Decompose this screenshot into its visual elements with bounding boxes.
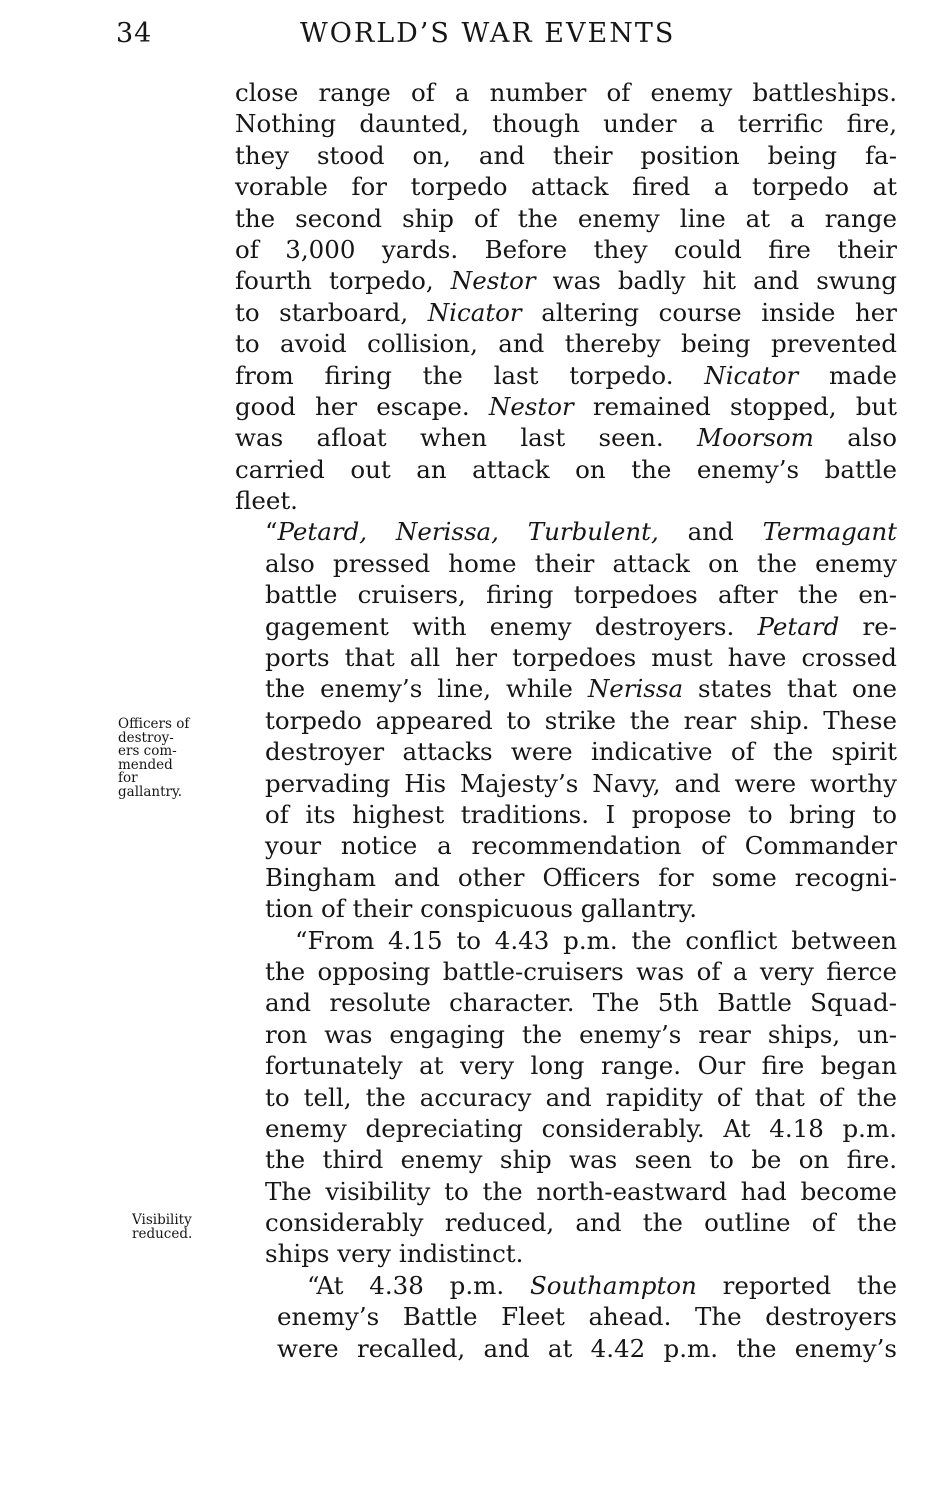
text-line: to avoid collision, and thereby being prevented [235, 329, 897, 359]
text-line: torpedo appeared to strike the rear ship. These [265, 705, 897, 735]
margin-note-line: ers com- [118, 743, 177, 759]
text-line: your notice a recommendation of Commander [265, 831, 897, 861]
text-line: was afloat when last seen. Moorsom also [235, 423, 897, 453]
text-line: Nothing daunted, though under a terrific fire, [235, 109, 897, 139]
margin-note-line: Officers of [118, 716, 190, 732]
text-line: close range of a number of enemy battleships. [235, 78, 897, 107]
text-line: also pressed home their attack on the enemy [265, 548, 897, 578]
text-line: pervading His Majesty’s Navy, and were worthy [265, 768, 897, 798]
text-line: to starboard, Nicator altering course inside her [235, 297, 897, 327]
text-line: ships very indistinct. [265, 1239, 524, 1269]
margin-note-line: mended [118, 756, 173, 773]
running-head: WORLD’S WAR EVENTS [300, 18, 676, 49]
text-line: ron was engaging the enemy’s rear ships, un- [265, 1019, 897, 1049]
margin-note-visibility [132, 1214, 192, 1241]
text-line: battle cruisers, firing torpedoes after the en- [265, 580, 897, 610]
margin-note-line: gallantry. [118, 783, 183, 800]
text-line: good her escape. Nestor remained stopped, but [235, 391, 898, 421]
text-line: destroyer attacks were indicative of the spirit [265, 737, 897, 767]
text-line: from firing the last torpedo. Nicator made [235, 360, 897, 390]
text-line: carried out an attack on the enemy’s battle [235, 454, 897, 484]
text-line: of 3,000 yards. Before they could fire their [235, 234, 897, 264]
body-text [235, 77, 897, 1364]
text-line: “At 4.38 p.m. Southampton reported the [307, 1270, 897, 1300]
margin-note-line: for [118, 770, 138, 786]
text-line: tion of their conspicuous gallantry. [265, 894, 698, 924]
text-line: fourth torpedo, Nestor was badly hit and swung [235, 266, 897, 296]
margin-note-line: Visibility [132, 1212, 192, 1228]
text-line: The visibility to the north-eastward had become [265, 1176, 897, 1206]
text-line: gagement with enemy destroyers. Petard re- [265, 611, 897, 641]
text-line: to tell, the accuracy and rapidity of that of the [265, 1082, 897, 1112]
text-line: Bingham and other Officers for some recogni- [265, 862, 897, 892]
text-line: “Petard, Nerissa, Turbulent, and Termagant [265, 517, 897, 547]
margin-note-line: reduced. [132, 1225, 193, 1242]
text-line: they stood on, and their position being fa- [235, 140, 897, 170]
text-line: fortunately at very long range. Our fire began [265, 1051, 897, 1081]
page-number: 34 [116, 18, 153, 49]
text-line: the opposing battle-cruisers was of a very fierce [265, 956, 897, 986]
text-line: the second ship of the enemy line at a range [235, 203, 897, 233]
text-line: of its highest traditions. I propose to bring to [265, 799, 897, 829]
text-line: enemy’s Battle Fleet ahead. The destroyers [277, 1302, 897, 1332]
text-line: vorable for torpedo attack fired a torpedo at [235, 172, 897, 202]
text-line: “From 4.15 to 4.43 p.m. the conflict between [295, 925, 897, 955]
text-line: fleet. [235, 486, 298, 516]
text-line: were recalled, and at 4.42 p.m. the enemy’s [277, 1333, 897, 1363]
text-line: and resolute character. The 5th Battle Squad- [265, 988, 897, 1018]
margin-note-line: destroy- [118, 729, 174, 746]
text-line: the enemy’s line, while Nerissa states that one [265, 674, 897, 704]
text-line: enemy depreciating considerably. At 4.18 p.m. [265, 1113, 897, 1143]
text-line: the third enemy ship was seen to be on fire. [265, 1145, 897, 1175]
margin-note-officers [118, 718, 189, 799]
text-line: ports that all her torpedoes must have crossed [265, 643, 897, 673]
text-line: considerably reduced, and the outline of the [265, 1208, 897, 1238]
